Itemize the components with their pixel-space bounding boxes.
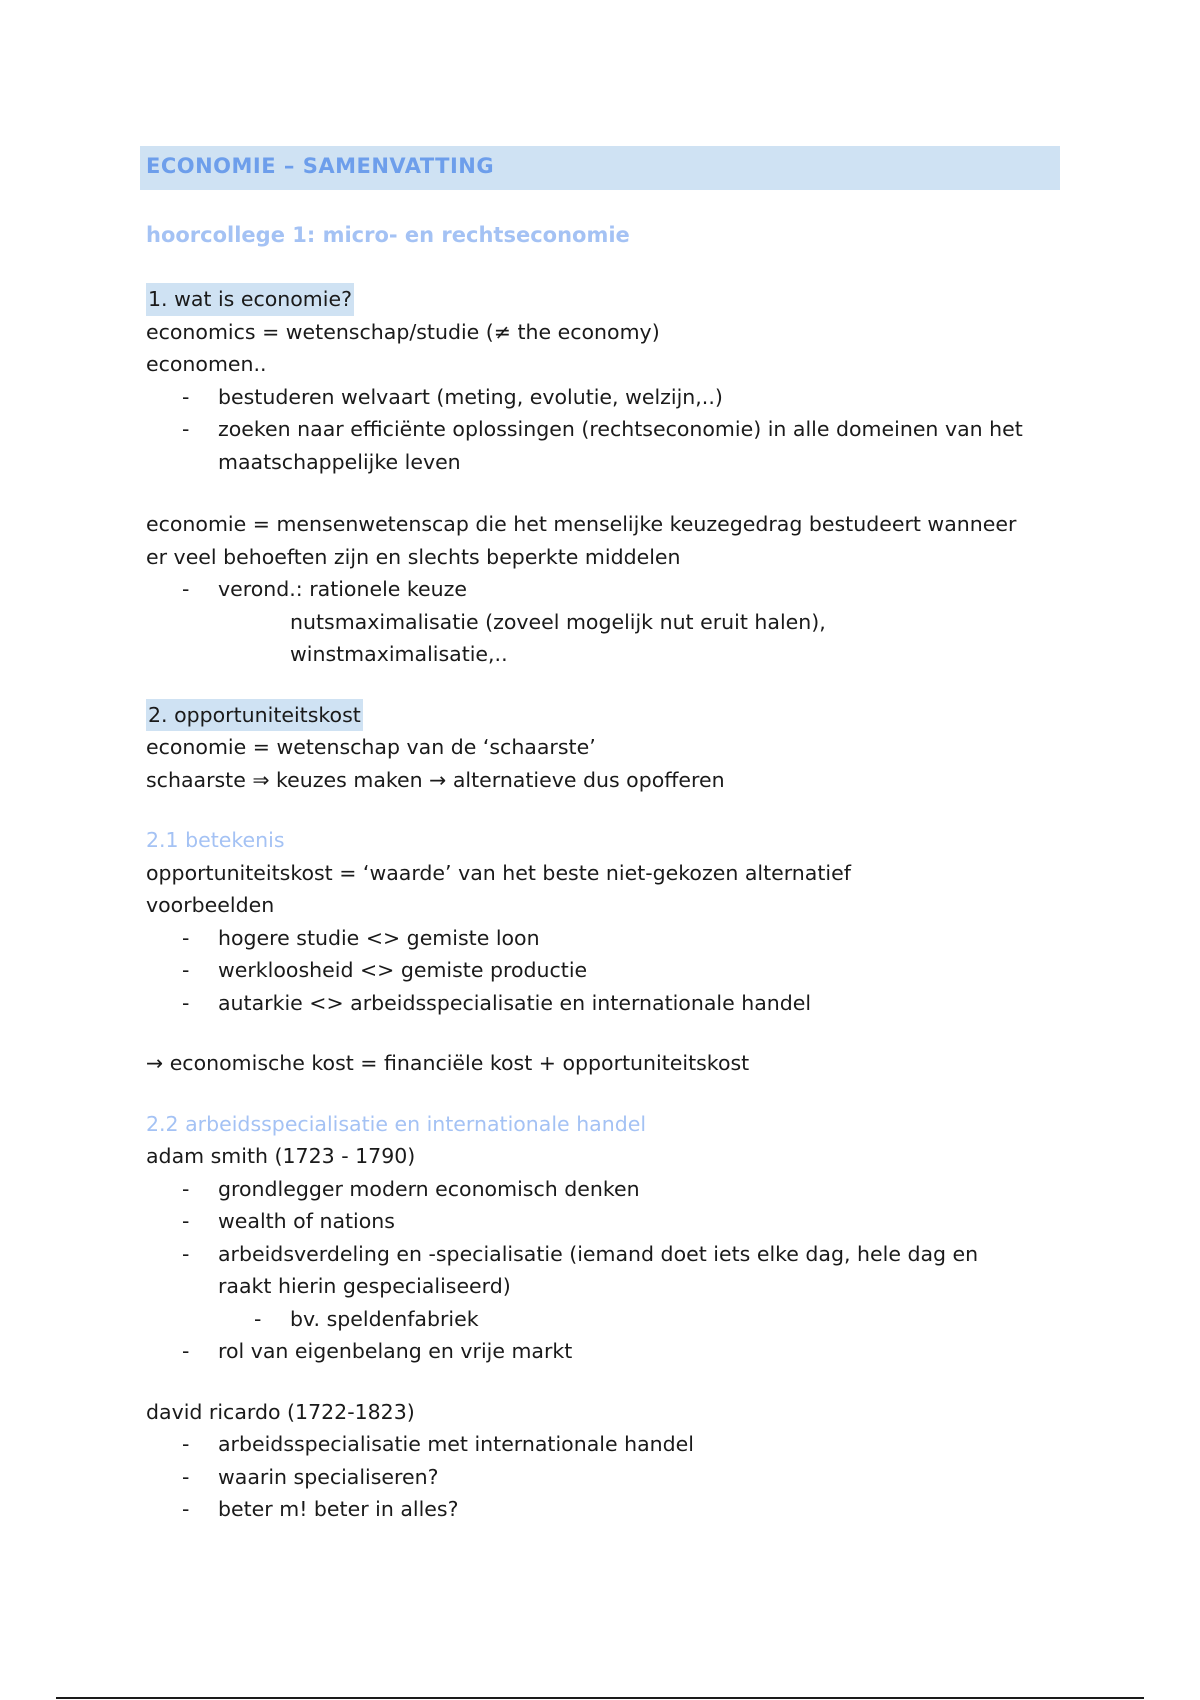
bullet-dash: - bbox=[182, 1432, 190, 1456]
economy-definition-line-2: er veel behoeften zijn en slechts beperkte middelen bbox=[146, 544, 681, 569]
document-body bbox=[146, 283, 1066, 1526]
list-item-continuation: raakt hierin gespecialiseerd) bbox=[218, 1274, 511, 1298]
list-item-text: hogere studie <> gemiste loon bbox=[218, 925, 540, 950]
list-item-text: wealth of nations bbox=[218, 1209, 395, 1233]
list-item-text: arbeidsspecialisatie met internationale handel bbox=[218, 1432, 694, 1456]
sub-list-item bbox=[146, 1303, 1066, 1336]
list-item-text: zoeken naar efficiënte oplossingen (rechtseconomie) in alle domeinen van het bbox=[218, 417, 1023, 441]
list-item-text: bestuderen welvaart (meting, evolutie, welzijn,..) bbox=[218, 384, 723, 409]
list-item-text: bv. speldenfabriek bbox=[290, 1306, 479, 1331]
list-item bbox=[146, 1238, 1066, 1271]
spacer bbox=[146, 796, 1066, 824]
list-item-text: waarin specialiseren? bbox=[218, 1464, 439, 1489]
spacer bbox=[146, 1368, 1066, 1396]
bullet-dash: - bbox=[182, 990, 190, 1015]
bullet-dash: - bbox=[182, 1339, 190, 1363]
scarcity-definition: economie = wetenschap van de ‘schaarste’ bbox=[146, 735, 596, 759]
list-item bbox=[146, 1205, 1066, 1238]
footer-divider bbox=[56, 1697, 1144, 1699]
list-item bbox=[146, 381, 1066, 414]
examples-label: voorbeelden bbox=[146, 893, 275, 917]
lecture-title: hoorcollege 1: micro- en rechtseconomie bbox=[146, 223, 630, 247]
economy-definition-line-1: economie = mensenwetenscap die het menselijke keuzegedrag bestudeert wanneer bbox=[146, 512, 1017, 536]
spacer bbox=[146, 1019, 1066, 1047]
bullet-dash: - bbox=[254, 1306, 262, 1331]
list-item bbox=[146, 922, 1066, 955]
list-item bbox=[146, 1335, 1066, 1368]
section-2-1-heading: 2.1 betekenis bbox=[146, 828, 285, 852]
assumption-continuation: nutsmaximalisatie (zoveel mogelijk nut eruit halen), bbox=[290, 609, 826, 634]
bullet-dash: - bbox=[182, 1241, 190, 1266]
list-item-text: beter m! beter in alles? bbox=[218, 1497, 459, 1521]
bullet-dash: - bbox=[182, 1209, 190, 1233]
economists-label: economen.. bbox=[146, 352, 267, 376]
economic-cost-formula: → economische kost = financiële kost + opportuniteitskost bbox=[146, 1051, 750, 1075]
section-1-heading-line bbox=[146, 283, 1066, 316]
document-title: ECONOMIE – SAMENVATTING bbox=[146, 154, 495, 178]
section-2-heading: 2. opportuniteitskost bbox=[146, 699, 363, 732]
bullet-dash: - bbox=[182, 958, 190, 982]
list-item-text: arbeidsverdeling en -specialisatie (iemand doet iets elke dag, hele dag en bbox=[218, 1241, 979, 1266]
section-1-heading: 1. wat is economie? bbox=[146, 283, 354, 316]
list-item-text: werkloosheid <> gemiste productie bbox=[218, 958, 588, 982]
assumption-continuation: winstmaximalisatie,.. bbox=[290, 642, 508, 666]
bullet-dash: - bbox=[182, 577, 190, 601]
spacer bbox=[146, 1080, 1066, 1108]
list-item bbox=[146, 1428, 1066, 1461]
list-item bbox=[146, 954, 1066, 987]
economics-definition: economics = wetenschap/studie (≠ the economy) bbox=[146, 319, 660, 344]
list-item bbox=[146, 573, 1066, 606]
list-item bbox=[146, 1493, 1066, 1526]
adam-smith-label: adam smith (1723 - 1790) bbox=[146, 1144, 416, 1168]
spacer bbox=[146, 478, 1066, 508]
opportunity-cost-definition: opportuniteitskost = ‘waarde’ van het beste niet-gekozen alternatief bbox=[146, 860, 851, 885]
list-item-text: autarkie <> arbeidsspecialisatie en internationale handel bbox=[218, 990, 812, 1015]
list-item-text: rol van eigenbelang en vrije markt bbox=[218, 1339, 573, 1363]
bullet-dash: - bbox=[182, 1176, 190, 1201]
list-item bbox=[146, 413, 1066, 446]
david-ricardo-label: david ricardo (1722-1823) bbox=[146, 1399, 415, 1424]
scarcity-consequence: schaarste ⇒ keuzes maken → alternatieve dus opofferen bbox=[146, 767, 725, 792]
bullet-dash: - bbox=[182, 925, 190, 950]
bullet-dash: - bbox=[182, 1464, 190, 1489]
list-item bbox=[146, 1173, 1066, 1206]
list-item-continuation: maatschappelijke leven bbox=[218, 449, 461, 474]
list-item bbox=[146, 987, 1066, 1020]
list-item-text: verond.: rationele keuze bbox=[218, 577, 468, 601]
spacer bbox=[146, 671, 1066, 699]
list-item bbox=[146, 1461, 1066, 1494]
bullet-dash: - bbox=[182, 417, 190, 441]
section-2-2-heading: 2.2 arbeidsspecialisatie en internationale handel bbox=[146, 1111, 647, 1136]
list-item-text: grondlegger modern economisch denken bbox=[218, 1176, 640, 1201]
section-2-heading-line bbox=[146, 699, 1066, 732]
bullet-dash: - bbox=[182, 1497, 190, 1521]
bullet-dash: - bbox=[182, 384, 190, 409]
